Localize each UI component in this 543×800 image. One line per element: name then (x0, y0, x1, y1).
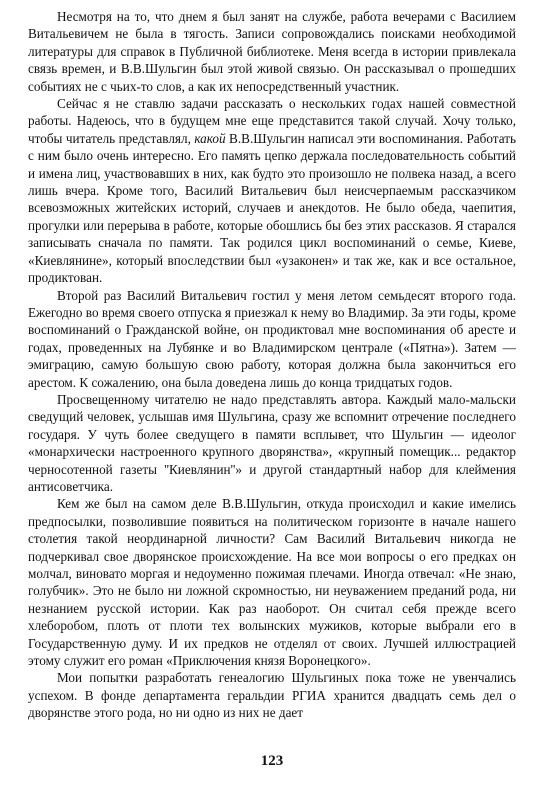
paragraph-4: Просвещенному читателю не надо представлять автора. Каждый мало-мальски сведущий человек, услышав имя Шульгина, сразу же вспомнит отречение последнего государя. У чуть более сведущего в памяти всплывет, что Шульгин — идеолог «монархически настроенного крупного дворянства», «крупный помещик... редактор черносотенной газеты ''Киевлянин''» и другой стандартный набор для клеймения антисоветчика. (28, 391, 516, 494)
paragraph-6: Мои попытки разработать генеалогию Шульгиных пока тоже не увенчались успехом. В фонде департамента геральдии РГИА хранится двадцать семь дел о дворянстве этого рода, но ни одно из них не дает (28, 670, 516, 721)
book-page (28, 8, 516, 792)
paragraph-5: Кем же был на самом деле В.В.Шульгин, откуда происходил и какие имелись предпосылки, позволившие появиться на политическом горизонте в начале нашего столетия такой неординарной личности? Сам Василий Витальевич никогда не подчеркивал свое дворянское происхождение. На все мои вопросы о его предках он молчал, виновато моргая и недоуменно пожимая плечами. Иногда отвечал: «Не знаю, голубчик». Это не было ни ложной скромностью, ни неуважением преданий рода, ни незнанием русской истории. Как раз наоборот. Он считал себя прежде всего хлеборобом, плоть от плоти тех волынских мужиков, которые выбрали его в Государственную думу. И их предков не отделял от своих. Лучшей иллюстрацией этому служит его роман «Приключения князя Воронецкого». (28, 496, 516, 669)
paragraph-1: Несмотря на то, что днем я был занят на службе, работа вечерами с Василием Витальевичем не была в тягость. Записи сопровождались поисками необходимой литературы для справок в Публичной библиотеке. Меня всегда в истории привлекала связь времен, и В.В.Шульгин был этой живой связью. Он рассказывал о прошедших событиях не с чьих-то слов, а как их непосредственный участник. (28, 9, 516, 94)
paragraph-3: Второй раз Василий Витальевич гостил у меня летом семьдесят второго года. Ежегодно во время своего отпуска я приезжал к нему во Владимир. За эти годы, кроме воспоминаний о Гражданской войне, он продиктовал мне воспоминания об аресте и годах, проведенных на Лубянке и во Владимирском централе («Пятна»). Затем — эмиграцию, самую большую свою работу, которая должна была закончиться его арестом. К сожалению, она была доведена лишь до конца тридцатых годов. (28, 287, 516, 390)
page-number: 123 (260, 753, 284, 769)
paragraph-2: Сейчас я не ставлю задачи рассказать о нескольких годах нашей совместной работы. Надеюсь, что в будущем мне еще представится такой случай. Хочу только, чтобы читатель представлял, какой В.В.Шульгин написал эти воспоминания. Работать с ним было очень интересно. Его память цепко держала последовательность событий и имена лиц, участвовавших в них, как будто это произошло не полвека назад, а всего лишь вчера. Кроме того, Василий Витальевич был неисчерпаемым рассказчиком всевозможных житейских историй, случаев и анекдотов. Не было обеда, чаепития, прогулки или перерыва в работе, которые обошлись бы без этих рассказов. Я старался записывать сначала по памяти. Так родился цикл воспоминаний о семье, Киеве, «Киевлянине», который впоследствии был «узаконен» и так же, как и все остальное, продиктован. (28, 96, 516, 286)
